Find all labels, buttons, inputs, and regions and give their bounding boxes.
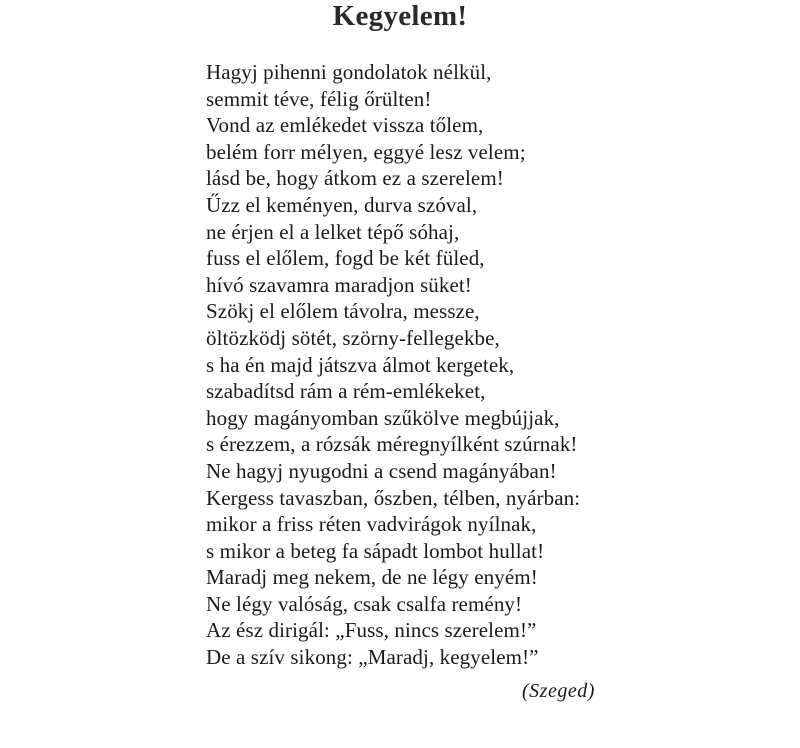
poem-line: mikor a friss réten vadvirágok nyílnak, xyxy=(206,512,537,537)
poem-line: fuss el előlem, fogd be két füled, xyxy=(206,246,485,271)
poem-line: Ne hagyj nyugodni a csend magányában! xyxy=(206,458,557,483)
poem-lines xyxy=(206,59,580,671)
poem-line: belém forr mélyen, eggyé lesz velem; xyxy=(206,139,526,164)
poem-line: Hagyj pihenni gondolatok nélkül, xyxy=(206,60,492,84)
poem-line: s mikor a beteg fa sápadt lombot hullat! xyxy=(206,538,545,563)
poem-line: Kergess tavaszban, őszben, télben, nyárban: xyxy=(206,485,581,510)
poem-line: semmit téve, félig őrülten! xyxy=(206,86,432,111)
poem-line: Szökj el előlem távolra, messze, xyxy=(206,299,480,324)
poem-line: De a szív sikong: „Maradj, kegyelem!” xyxy=(206,645,539,670)
poem-line: Ne légy valóság, csak csalfa remény! xyxy=(206,591,523,616)
poem-line: s érezzem, a rózsák méregnyílként szúrnak! xyxy=(206,432,578,457)
poem-line: Az ész dirigál: „Fuss, nincs szerelem!” xyxy=(206,618,537,643)
poem-line: hívó szavamra maradjon süket! xyxy=(206,272,472,297)
poem-line: ne érjen el a lelket tépő sóhaj, xyxy=(206,219,460,244)
poem-line: hogy magányomban szűkölve megbújjak, xyxy=(206,405,560,430)
poem-line: Maradj meg nekem, de ne légy enyém! xyxy=(206,565,538,590)
poem-line: s ha én majd játszva álmot kergetek, xyxy=(206,352,515,377)
poem-line: Űzz el keményen, durva szóval, xyxy=(206,192,478,217)
poem-title: Kegyelem! xyxy=(332,0,468,32)
poem-place: (Szeged) xyxy=(522,680,595,702)
poem-line: öltözködj sötét, szörny-fellegekbe, xyxy=(206,325,500,350)
poem-line: lásd be, hogy átkom ez a szerelem! xyxy=(206,166,504,191)
poem-line: szabadítsd rám a rém-emlékeket, xyxy=(206,379,486,404)
poem-line: Vond az emlékedet vissza tőlem, xyxy=(206,113,484,138)
